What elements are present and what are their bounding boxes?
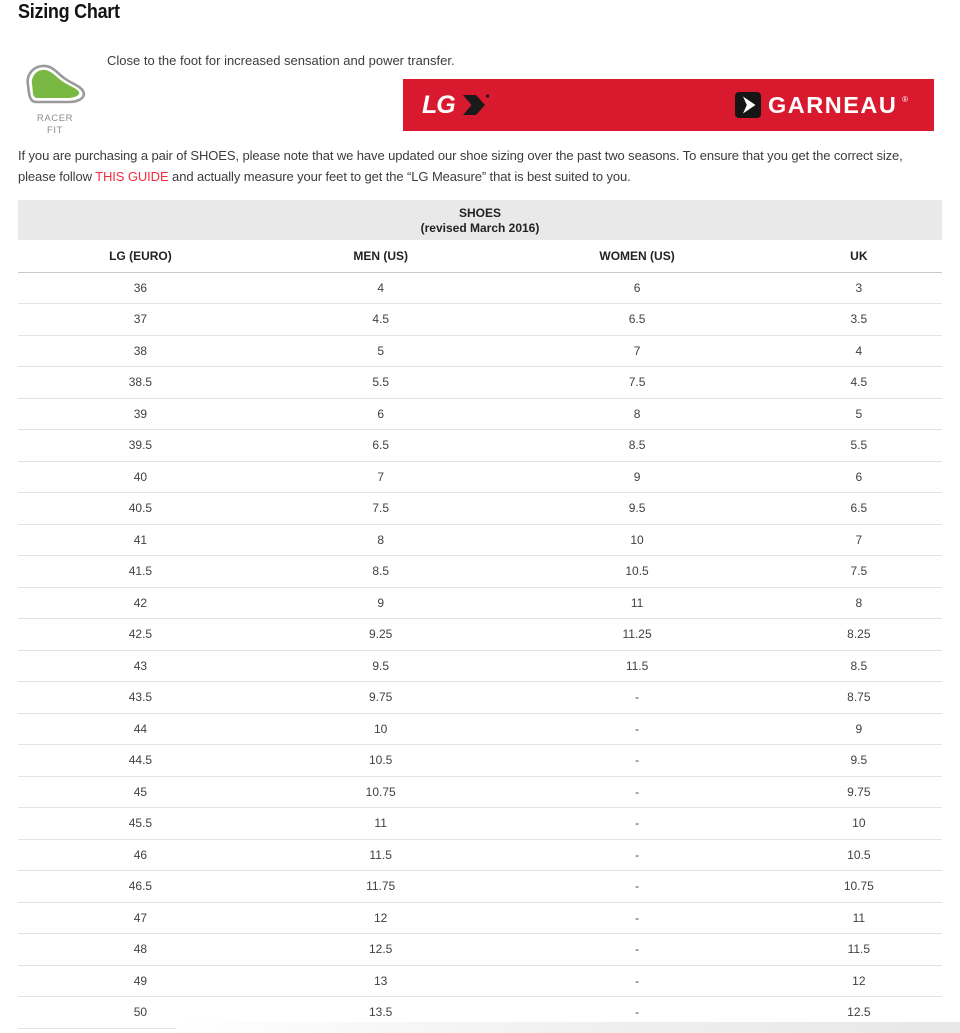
- table-body: [18, 272, 942, 1028]
- table-cell: 11: [263, 808, 499, 840]
- table-cell: 8.25: [776, 619, 942, 651]
- table-cell: 9.25: [263, 619, 499, 651]
- notice-text-before: If you are purchasing a pair of SHOES, please note that we have updated our shoe sizing over the past two seasons. To ensure that you get the correct size, please follow: [18, 148, 903, 184]
- this-guide-link[interactable]: THIS GUIDE: [95, 168, 169, 184]
- table-cell: 37: [18, 304, 263, 336]
- table-cell: 8.5: [263, 556, 499, 588]
- column-header-lg-euro: LG (EURO): [18, 240, 263, 272]
- table-cell: 8.75: [776, 682, 942, 714]
- table-cell: 6: [498, 272, 775, 304]
- garneau-wordmark: [735, 92, 908, 119]
- table-cell: 13: [263, 965, 499, 997]
- table-cell: 4: [776, 335, 942, 367]
- column-header-men-us: MEN (US): [263, 240, 499, 272]
- table-cell: 11.75: [263, 871, 499, 903]
- table-cell: 10.5: [776, 839, 942, 871]
- table-cell: 8.5: [498, 430, 775, 462]
- page-title: Sizing Chart: [18, 1, 120, 23]
- table-row: [18, 587, 942, 619]
- table-cell: 11.5: [776, 934, 942, 966]
- table-cell: 7: [776, 524, 942, 556]
- table-cell: 4.5: [776, 367, 942, 399]
- table-cell: 12: [776, 965, 942, 997]
- table-row: [18, 745, 942, 777]
- table-cell: 8.5: [776, 650, 942, 682]
- table-row: [18, 839, 942, 871]
- table-cell: 49: [18, 965, 263, 997]
- table-cell: 41: [18, 524, 263, 556]
- garneau-logo-text: GARNEAU: [768, 91, 898, 118]
- table-cell: -: [498, 713, 775, 745]
- table-cell: 8: [263, 524, 499, 556]
- table-cell: 7: [263, 461, 499, 493]
- table-cell: 39: [18, 398, 263, 430]
- table-cell: 43: [18, 650, 263, 682]
- table-row: [18, 934, 942, 966]
- table-cell: 10.75: [263, 776, 499, 808]
- table-row: [18, 398, 942, 430]
- table-row: [18, 430, 942, 462]
- table-row: [18, 713, 942, 745]
- table-cell: 6: [776, 461, 942, 493]
- table-row: [18, 619, 942, 651]
- table-cell: 5.5: [263, 367, 499, 399]
- table-cell: -: [498, 965, 775, 997]
- table-cell: -: [498, 745, 775, 777]
- table-cell: -: [498, 839, 775, 871]
- table-row: [18, 808, 942, 840]
- table-caption-line1: SHOES: [458, 206, 501, 220]
- table-row: [18, 335, 942, 367]
- table-row: [18, 902, 942, 934]
- table-cell: 9.75: [776, 776, 942, 808]
- size-table: [18, 240, 942, 1029]
- table-row: [18, 650, 942, 682]
- table-cell: 9.5: [498, 493, 775, 525]
- table-cell: 7.5: [263, 493, 499, 525]
- table-cell: 11.5: [498, 650, 775, 682]
- table-cell: 40.5: [18, 493, 263, 525]
- table-row: [18, 304, 942, 336]
- shoe-sizing-table: [18, 200, 942, 1029]
- column-header-women-us: WOMEN (US): [498, 240, 775, 272]
- table-row: [18, 272, 942, 304]
- table-cell: 9: [776, 713, 942, 745]
- table-cell: 12.5: [263, 934, 499, 966]
- table-cell: 6.5: [776, 493, 942, 525]
- svg-text:LG: LG: [422, 91, 455, 119]
- table-row: [18, 493, 942, 525]
- table-cell: 4.5: [263, 304, 499, 336]
- table-cell: 6: [263, 398, 499, 430]
- table-cell: 9: [263, 587, 499, 619]
- table-cell: 5: [263, 335, 499, 367]
- table-cell: 11.5: [263, 839, 499, 871]
- table-cell: 47: [18, 902, 263, 934]
- sizing-notice: [18, 146, 942, 187]
- fit-description: Close to the foot for increased sensation and power transfer.: [107, 53, 455, 68]
- garneau-brand-banner: [403, 79, 934, 131]
- table-cell: 10: [498, 524, 775, 556]
- table-cell: 45.5: [18, 808, 263, 840]
- table-cell: 10: [776, 808, 942, 840]
- notice-text-after: and actually measure your feet to get the “LG Measure” that is best suited to you.: [168, 168, 631, 184]
- table-cell: 7.5: [776, 556, 942, 588]
- table-cell: 8: [498, 398, 775, 430]
- racer-fit-label: [13, 113, 97, 137]
- table-cell: 10: [263, 713, 499, 745]
- table-cell: 39.5: [18, 430, 263, 462]
- table-cell: 12.5: [776, 997, 942, 1029]
- table-cell: 46: [18, 839, 263, 871]
- table-cell: -: [498, 934, 775, 966]
- table-header-row: [18, 240, 942, 272]
- table-cell: 42: [18, 587, 263, 619]
- registered-mark: ®: [902, 94, 908, 104]
- table-cell: 11: [498, 587, 775, 619]
- table-cell: 43.5: [18, 682, 263, 714]
- table-cell: 3.5: [776, 304, 942, 336]
- table-caption: [18, 200, 942, 240]
- table-cell: 3: [776, 272, 942, 304]
- table-cell: 7: [498, 335, 775, 367]
- table-cell: 36: [18, 272, 263, 304]
- table-row: [18, 682, 942, 714]
- table-cell: -: [498, 871, 775, 903]
- table-cell: 44.5: [18, 745, 263, 777]
- table-row: [18, 461, 942, 493]
- garneau-chevron-icon: [735, 92, 761, 118]
- table-cell: 50: [18, 997, 263, 1029]
- table-cell: 38: [18, 335, 263, 367]
- table-row: [18, 965, 942, 997]
- table-cell: 9: [498, 461, 775, 493]
- table-cell: -: [498, 902, 775, 934]
- table-row: [18, 776, 942, 808]
- table-cell: 41.5: [18, 556, 263, 588]
- table-cell: 10.75: [776, 871, 942, 903]
- table-cell: 11.25: [498, 619, 775, 651]
- lg-logo-icon: [419, 90, 491, 120]
- table-cell: -: [498, 997, 775, 1029]
- table-cell: 4: [263, 272, 499, 304]
- table-cell: 48: [18, 934, 263, 966]
- table-cell: 8: [776, 587, 942, 619]
- table-cell: 13.5: [263, 997, 499, 1029]
- table-cell: 45: [18, 776, 263, 808]
- table-cell: 10.5: [498, 556, 775, 588]
- table-cell: 9.5: [263, 650, 499, 682]
- table-row: [18, 556, 942, 588]
- racer-fit-label-line1: RACER: [36, 113, 74, 124]
- table-cell: 12: [263, 902, 499, 934]
- table-cell: -: [498, 808, 775, 840]
- table-row: [18, 367, 942, 399]
- table-cell: 9.5: [776, 745, 942, 777]
- table-cell: -: [498, 776, 775, 808]
- table-cell: 42.5: [18, 619, 263, 651]
- racer-fit-label-line2: FIT: [46, 125, 64, 136]
- table-cell: 9.75: [263, 682, 499, 714]
- table-cell: 44: [18, 713, 263, 745]
- table-cell: 7.5: [498, 367, 775, 399]
- table-cell: 40: [18, 461, 263, 493]
- column-header-uk: UK: [776, 240, 942, 272]
- table-caption-line2: (revised March 2016): [420, 221, 540, 235]
- table-row: [18, 524, 942, 556]
- table-cell: 6.5: [498, 304, 775, 336]
- racer-fit-shoe-icon: [21, 59, 89, 111]
- table-cell: 46.5: [18, 871, 263, 903]
- bottom-widget-edge: [175, 1022, 960, 1033]
- table-cell: 6.5: [263, 430, 499, 462]
- table-cell: -: [498, 682, 775, 714]
- table-cell: 5.5: [776, 430, 942, 462]
- table-cell: 5: [776, 398, 942, 430]
- table-cell: 10.5: [263, 745, 499, 777]
- table-row: [18, 871, 942, 903]
- table-cell: 38.5: [18, 367, 263, 399]
- table-cell: 11: [776, 902, 942, 934]
